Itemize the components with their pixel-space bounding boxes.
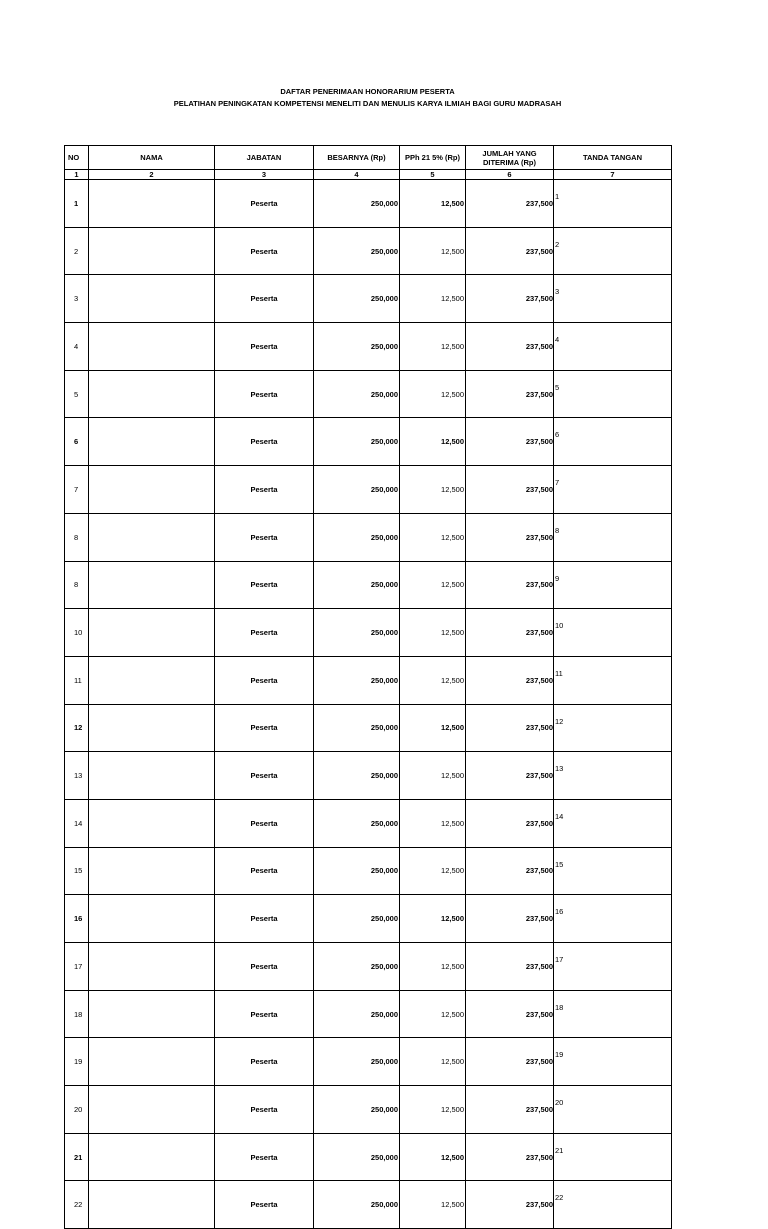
cell-jabatan: Peserta (215, 227, 314, 275)
cell-besarnya: 250,000 (314, 847, 400, 895)
cell-pph: 12,500 (400, 1038, 466, 1086)
column-number: 7 (554, 170, 672, 180)
cell-no: 12 (65, 704, 89, 752)
cell-jumlah: 237,500 (466, 561, 554, 609)
cell-jumlah: 237,500 (466, 323, 554, 371)
cell-jumlah: 237,500 (466, 847, 554, 895)
table-row (65, 943, 672, 991)
cell-besarnya: 250,000 (314, 752, 400, 800)
cell-no: 19 (65, 1038, 89, 1086)
table-row (65, 180, 672, 228)
cell-besarnya: 250,000 (314, 704, 400, 752)
cell-no: 10 (65, 609, 89, 657)
table-row (65, 847, 672, 895)
cell-jumlah: 237,500 (466, 990, 554, 1038)
header-pph: PPh 21 5% (Rp) (400, 146, 466, 170)
table-row (65, 275, 672, 323)
cell-nama (89, 895, 215, 943)
cell-besarnya: 250,000 (314, 943, 400, 991)
cell-pph: 12,500 (400, 323, 466, 371)
table-row (65, 704, 672, 752)
cell-no: 18 (65, 990, 89, 1038)
cell-no: 13 (65, 752, 89, 800)
cell-nama (89, 990, 215, 1038)
honorarium-table (64, 145, 672, 1229)
cell-tanda-tangan: 3 (554, 275, 672, 323)
cell-besarnya: 250,000 (314, 561, 400, 609)
cell-pph: 12,500 (400, 609, 466, 657)
title-line-2: PELATIHAN PENINGKATAN KOMPETENSI MENELITI DAN MENULIS KARYA ILMIAH BAGI GURU MADRASAH (173, 99, 562, 108)
cell-tanda-tangan: 12 (554, 704, 672, 752)
cell-besarnya: 250,000 (314, 370, 400, 418)
cell-tanda-tangan: 13 (554, 752, 672, 800)
cell-pph: 12,500 (400, 466, 466, 514)
cell-pph: 12,500 (400, 656, 466, 704)
cell-besarnya: 250,000 (314, 513, 400, 561)
table-row (65, 1133, 672, 1181)
cell-nama (89, 275, 215, 323)
header-row (65, 146, 672, 170)
cell-besarnya: 250,000 (314, 609, 400, 657)
cell-jabatan: Peserta (215, 418, 314, 466)
header-jabatan: JABATAN (215, 146, 314, 170)
cell-pph: 12,500 (400, 1181, 466, 1229)
cell-tanda-tangan: 1 (554, 180, 672, 228)
cell-nama (89, 1133, 215, 1181)
cell-pph: 12,500 (400, 943, 466, 991)
cell-pph: 12,500 (400, 704, 466, 752)
cell-tanda-tangan: 6 (554, 418, 672, 466)
cell-jabatan: Peserta (215, 656, 314, 704)
table-row (65, 418, 672, 466)
cell-no: 21 (65, 1133, 89, 1181)
cell-no: 4 (65, 323, 89, 371)
cell-pph: 12,500 (400, 370, 466, 418)
cell-jumlah: 237,500 (466, 895, 554, 943)
cell-jabatan: Peserta (215, 847, 314, 895)
table-row (65, 561, 672, 609)
cell-nama (89, 1086, 215, 1134)
cell-jumlah: 237,500 (466, 180, 554, 228)
cell-jumlah: 237,500 (466, 656, 554, 704)
cell-tanda-tangan: 20 (554, 1086, 672, 1134)
cell-besarnya: 250,000 (314, 323, 400, 371)
cell-jabatan: Peserta (215, 561, 314, 609)
cell-no: 22 (65, 1181, 89, 1229)
cell-besarnya: 250,000 (314, 799, 400, 847)
table-row (65, 227, 672, 275)
cell-nama (89, 1038, 215, 1086)
cell-nama (89, 704, 215, 752)
cell-pph: 12,500 (400, 990, 466, 1038)
cell-jabatan: Peserta (215, 752, 314, 800)
cell-tanda-tangan: 10 (554, 609, 672, 657)
cell-jumlah: 237,500 (466, 799, 554, 847)
column-number: 2 (89, 170, 215, 180)
cell-pph: 12,500 (400, 1133, 466, 1181)
cell-jumlah: 237,500 (466, 1181, 554, 1229)
cell-pph: 12,500 (400, 752, 466, 800)
cell-jumlah: 237,500 (466, 704, 554, 752)
header-nama: NAMA (89, 146, 215, 170)
cell-pph: 12,500 (400, 513, 466, 561)
cell-tanda-tangan: 8 (554, 513, 672, 561)
table-row (65, 466, 672, 514)
cell-nama (89, 1181, 215, 1229)
cell-tanda-tangan: 2 (554, 227, 672, 275)
cell-tanda-tangan: 19 (554, 1038, 672, 1086)
cell-nama (89, 418, 215, 466)
column-number: 6 (466, 170, 554, 180)
cell-jabatan: Peserta (215, 1086, 314, 1134)
cell-besarnya: 250,000 (314, 1086, 400, 1134)
column-number: 4 (314, 170, 400, 180)
cell-pph: 12,500 (400, 847, 466, 895)
cell-tanda-tangan: 7 (554, 466, 672, 514)
cell-no: 14 (65, 799, 89, 847)
cell-jabatan: Peserta (215, 799, 314, 847)
column-number: 1 (65, 170, 89, 180)
table-row (65, 1181, 672, 1229)
cell-nama (89, 847, 215, 895)
cell-nama (89, 752, 215, 800)
table-row (65, 895, 672, 943)
cell-jumlah: 237,500 (466, 1133, 554, 1181)
cell-besarnya: 250,000 (314, 656, 400, 704)
cell-pph: 12,500 (400, 895, 466, 943)
cell-besarnya: 250,000 (314, 895, 400, 943)
cell-besarnya: 250,000 (314, 275, 400, 323)
cell-pph: 12,500 (400, 275, 466, 323)
cell-nama (89, 466, 215, 514)
table-row (65, 656, 672, 704)
header-besarnya: BESARNYA (Rp) (314, 146, 400, 170)
cell-nama (89, 323, 215, 371)
cell-jumlah: 237,500 (466, 752, 554, 800)
cell-jabatan: Peserta (215, 466, 314, 514)
header-no: NO (65, 146, 89, 170)
cell-no: 17 (65, 943, 89, 991)
cell-besarnya: 250,000 (314, 418, 400, 466)
cell-jabatan: Peserta (215, 1133, 314, 1181)
cell-pph: 12,500 (400, 180, 466, 228)
cell-besarnya: 250,000 (314, 1181, 400, 1229)
cell-besarnya: 250,000 (314, 180, 400, 228)
cell-pph: 12,500 (400, 227, 466, 275)
cell-tanda-tangan: 15 (554, 847, 672, 895)
title-line-1: DAFTAR PENERIMAAN HONORARIUM PESERTA (280, 87, 455, 96)
cell-jumlah: 237,500 (466, 370, 554, 418)
cell-tanda-tangan: 4 (554, 323, 672, 371)
table-row (65, 513, 672, 561)
cell-jumlah: 237,500 (466, 418, 554, 466)
cell-jabatan: Peserta (215, 704, 314, 752)
cell-jabatan: Peserta (215, 609, 314, 657)
cell-besarnya: 250,000 (314, 1038, 400, 1086)
cell-jumlah: 237,500 (466, 275, 554, 323)
cell-no: 7 (65, 466, 89, 514)
cell-nama (89, 227, 215, 275)
cell-jabatan: Peserta (215, 1181, 314, 1229)
table-row (65, 990, 672, 1038)
cell-nama (89, 513, 215, 561)
cell-besarnya: 250,000 (314, 227, 400, 275)
header-jumlah: JUMLAH YANG DITERIMA (Rp) (466, 146, 554, 170)
cell-tanda-tangan: 17 (554, 943, 672, 991)
column-number-row (65, 170, 672, 180)
cell-nama (89, 656, 215, 704)
cell-jabatan: Peserta (215, 895, 314, 943)
cell-besarnya: 250,000 (314, 990, 400, 1038)
cell-jumlah: 237,500 (466, 1086, 554, 1134)
table-row (65, 1038, 672, 1086)
cell-jabatan: Peserta (215, 370, 314, 418)
cell-jumlah: 237,500 (466, 466, 554, 514)
cell-nama (89, 180, 215, 228)
table-row (65, 370, 672, 418)
cell-besarnya: 250,000 (314, 466, 400, 514)
table-row (65, 799, 672, 847)
cell-jabatan: Peserta (215, 323, 314, 371)
cell-pph: 12,500 (400, 561, 466, 609)
cell-nama (89, 799, 215, 847)
cell-tanda-tangan: 22 (554, 1181, 672, 1229)
cell-no: 11 (65, 656, 89, 704)
cell-tanda-tangan: 5 (554, 370, 672, 418)
cell-no: 6 (65, 418, 89, 466)
cell-no: 3 (65, 275, 89, 323)
cell-jabatan: Peserta (215, 990, 314, 1038)
cell-no: 1 (65, 180, 89, 228)
cell-pph: 12,500 (400, 1086, 466, 1134)
column-number: 5 (400, 170, 466, 180)
table-row (65, 1086, 672, 1134)
table-row (65, 609, 672, 657)
cell-jabatan: Peserta (215, 513, 314, 561)
cell-pph: 12,500 (400, 418, 466, 466)
cell-tanda-tangan: 16 (554, 895, 672, 943)
cell-besarnya: 250,000 (314, 1133, 400, 1181)
table-body (65, 180, 672, 1229)
cell-no: 8 (65, 513, 89, 561)
cell-jabatan: Peserta (215, 275, 314, 323)
cell-jumlah: 237,500 (466, 609, 554, 657)
cell-jumlah: 237,500 (466, 943, 554, 991)
cell-no: 15 (65, 847, 89, 895)
cell-jumlah: 237,500 (466, 227, 554, 275)
cell-tanda-tangan: 9 (554, 561, 672, 609)
cell-pph: 12,500 (400, 799, 466, 847)
cell-no: 16 (65, 895, 89, 943)
cell-nama (89, 370, 215, 418)
cell-nama (89, 609, 215, 657)
cell-jabatan: Peserta (215, 180, 314, 228)
cell-jumlah: 237,500 (466, 1038, 554, 1086)
cell-tanda-tangan: 14 (554, 799, 672, 847)
cell-tanda-tangan: 21 (554, 1133, 672, 1181)
cell-no: 8 (65, 561, 89, 609)
cell-jabatan: Peserta (215, 943, 314, 991)
table-row (65, 323, 672, 371)
cell-nama (89, 561, 215, 609)
cell-jabatan: Peserta (215, 1038, 314, 1086)
cell-no: 20 (65, 1086, 89, 1134)
cell-jumlah: 237,500 (466, 513, 554, 561)
header-tanda-tangan: TANDA TANGAN (554, 146, 672, 170)
column-number: 3 (215, 170, 314, 180)
document-title (0, 86, 735, 110)
cell-tanda-tangan: 18 (554, 990, 672, 1038)
cell-no: 5 (65, 370, 89, 418)
cell-nama (89, 943, 215, 991)
cell-no: 2 (65, 227, 89, 275)
table-row (65, 752, 672, 800)
cell-tanda-tangan: 11 (554, 656, 672, 704)
